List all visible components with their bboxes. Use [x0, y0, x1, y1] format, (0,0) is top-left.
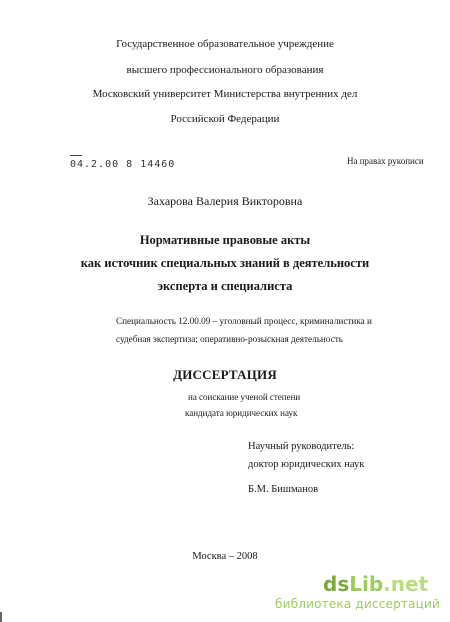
supervisor-label: Научный руководитель:	[248, 441, 355, 452]
degree-line-1: на соискание ученой степени	[188, 392, 301, 402]
place-year: Москва – 2008	[192, 551, 258, 562]
title-line-2: как источник специальных знаний в деятельности	[80, 256, 370, 270]
institution-line-1: Государственное образовательное учреждение	[116, 38, 334, 50]
degree-line-2: кандидата юридических наук	[185, 408, 298, 418]
title-line-1: Нормативные правовые акты	[139, 233, 311, 247]
watermark-subtitle: библиотека диссертаций	[275, 597, 440, 611]
stamp-code: 04.2.00 8 14460	[70, 159, 176, 170]
institution-line-4: Российской Федерации	[170, 113, 280, 125]
watermark-logo	[323, 572, 428, 596]
specialty-line-1: Специальность 12.00.09 – уголовный процесс, криминалистика и	[116, 316, 372, 326]
specialty-line-2: судебная экспертиза; оперативно-розыскная деятельность	[116, 334, 343, 344]
supervisor-degree: доктор юридических наук	[248, 459, 365, 470]
page-corner-mark	[0, 612, 2, 622]
institution-line-2: высшего профессионального образования	[126, 64, 324, 76]
watermark-logo-ds: ds	[323, 572, 350, 596]
watermark-logo-lib: Lib	[349, 572, 384, 596]
title-line-3: эксперта и специалиста	[157, 279, 293, 293]
supervisor-name: Б.М. Бишманов	[248, 484, 319, 495]
author-name: Захарова Валерия Викторовна	[147, 194, 303, 208]
manuscript-note: На правах рукописи	[347, 156, 424, 166]
stamp-underline	[70, 155, 82, 156]
institution-line-3: Московский университет Министерства внутренних дел	[92, 88, 358, 100]
watermark-logo-net: .net	[383, 572, 429, 596]
document-type: ДИССЕРТАЦИЯ	[173, 367, 277, 382]
